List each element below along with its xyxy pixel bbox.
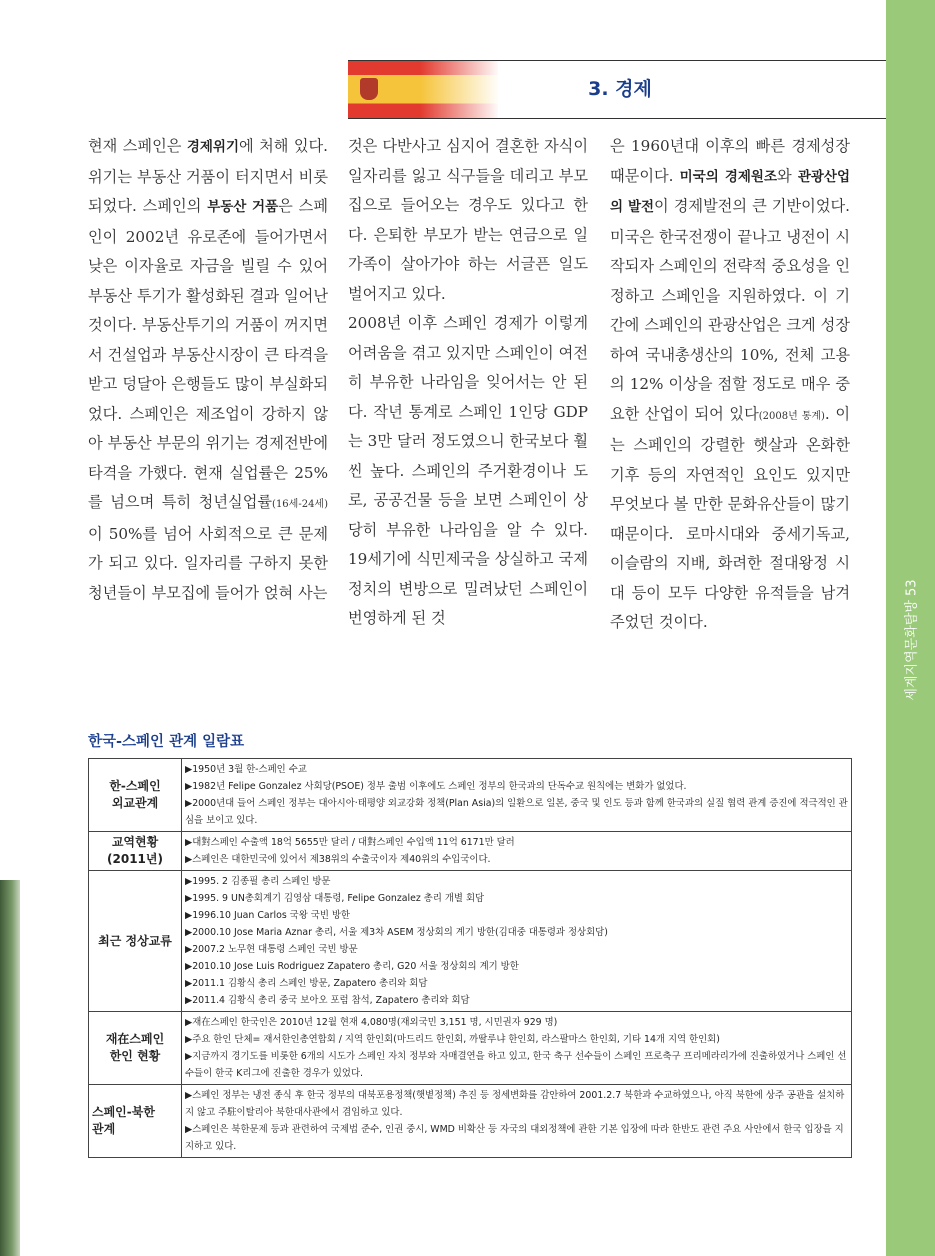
row-header	[89, 832, 182, 871]
row-content	[182, 1085, 852, 1158]
row-header	[89, 759, 182, 832]
text-column-3	[610, 132, 850, 638]
table-row	[89, 759, 852, 832]
body-text: 와	[777, 166, 798, 185]
flag-fade	[420, 61, 500, 118]
row-line: ▶1982년 Felipe Gonzalez 사회당(PSOE) 정부 출범 이후에도 스페인 정부의 한국과의 단독수교 원칙에는 변화가 없었다.	[185, 781, 687, 792]
row-header	[89, 871, 182, 1012]
column-paragraph	[88, 132, 328, 608]
table-row	[89, 871, 852, 1012]
row-line: ▶1995. 2 김종필 총리 스페인 방문	[185, 876, 331, 887]
row-line: ▶주요 한인 단체= 재서한인총연합회 / 지역 한인회(마드리드 한인회, 까딸루냐 한인회, 라스팔마스 한인회, 기타 14개 지역 한인회)	[185, 1034, 720, 1045]
table-title: 한국-스페인 관계 일람표	[88, 734, 245, 750]
row-content	[182, 871, 852, 1012]
row-header-line: 최근 정상교류	[98, 933, 172, 948]
body-text: (16세-24세)	[272, 499, 328, 510]
text-column-1	[88, 132, 328, 608]
row-header	[89, 1012, 182, 1085]
column-paragraph	[348, 132, 588, 634]
row-line: ▶스페인은 북한문제 등과 관련하여 국제법 준수, 인권 중시, WMD 비확산 등 자국의 대외정책에 관한 기본 입장에 따라 한반도 관련 주요 사안에서 한국 입장을 지지하고 있다.	[185, 1124, 844, 1152]
spain-crest-icon	[360, 78, 378, 100]
row-content	[182, 759, 852, 832]
body-text: 이 50%를 넘어 사회적으로 큰 문제가 되고 있다. 일자리를 구하지 못한 청년들이 부모집에 들어가 얹혀 사는	[88, 524, 328, 602]
row-line: ▶스페인은 대한민국에 있어서 제38위의 수출국이자 제40위의 수입국이다.	[185, 854, 491, 865]
row-line: ▶1996.10 Juan Carlos 국왕 국빈 방한	[185, 910, 350, 921]
row-content	[182, 1012, 852, 1085]
table-row	[89, 832, 852, 871]
table-row	[89, 1012, 852, 1085]
body-text: 이 경제발전의 큰 기반이었다. 미국은 한국전쟁이 끝나고 냉전이 시작되자 스페인의 전략적 중요성을 인정하고 스페인을 지원하였다. 이 기간에 스페인의 관광산업은 크게 성장하여 국내총생산의 10%, 전체 고용의 12% 이상을 점할 정도로 매우 중요한 산업이 되어 있다	[610, 197, 850, 423]
row-header-line: 관계	[92, 1122, 116, 1136]
row-line: ▶2000년대 들어 스페인 정부는 대아시아·태평양 외교강화 정책(Plan Asia)의 일환으로 일본, 중국 및 인도 등과 함께 한국과의 실질 협력 관계 증진에 적극적인 관심을 보이고 있다.	[185, 798, 848, 826]
row-header-line: 재在스페인	[105, 1032, 165, 1046]
row-line: ▶스페인 정부는 냉전 종식 후 한국 정부의 대북포용정책(햇볕정책) 추진 등 정세변화를 감안하여 2001.2.7 북한과 수교하였으나, 아직 북한에 상주 공관을 설치하지 않고 주駐이탈리아 북한대사관에서 겸임하고 있다.	[185, 1090, 845, 1118]
row-line: ▶2011.4 김황식 총리 중국 보아오 포럼 참석, Zapatero 총리와 회담	[185, 995, 470, 1006]
left-edge-photo	[0, 880, 20, 1256]
row-line: ▶2000.10 Jose Maria Aznar 총리, 서울 제3차 ASEM 정상회의 계기 방한(김대중 대통령과 정상회담)	[185, 927, 608, 938]
row-line: ▶2011.1 김황식 총리 스페인 방문, Zapatero 총리와 회담	[185, 978, 428, 989]
row-header-line: 교역현황	[111, 835, 159, 849]
emphasis-text: 경제위기	[186, 139, 240, 155]
emphasis-text: 부동산 거품	[207, 199, 279, 215]
body-text: 현재 스페인은	[88, 137, 187, 155]
sidebar-label-box	[890, 560, 930, 720]
row-line: ▶2007.2 노무현 대통령 스페인 국빈 방문	[185, 944, 358, 955]
text-column-2	[348, 132, 588, 634]
row-header-line: 한인 현황	[109, 1049, 161, 1063]
row-line: ▶지금까지 경기도를 비롯한 6개의 시도가 스페인 자치 정부와 자매결연을 하고 있고, 한국 축구 선수들이 스페인 프로축구 프리메라리가에 진출하였거나 스페인 선수들이 한국 K리그에 진출한 경우가 있었다.	[185, 1051, 847, 1079]
row-header-line: 스페인-북한	[92, 1105, 155, 1119]
row-line: ▶대對스페인 수출액 18억 5655만 달러 / 대對스페인 수입액 11억 6171만 달러	[185, 837, 515, 848]
body-text: . 이는 스페인의 강렬한 햇살과 온화한 기후 등의 자연적인 요인도 있지만 무엇보다 볼 만한 문화유산들이 많기 때문이다. 로마시대와 중세기독교, 이슬람의 지배, 화려한 절대왕정 시대 등이 모두 다양한 유적들을 남겨 주었던 것이다.	[610, 404, 850, 631]
emphasis-text: 관광산업의 발전	[610, 168, 850, 215]
row-line: ▶재在스페인 한국인은 2010년 12월 현재 4,080명(재외국민 3,151 명, 시민권자 929 명)	[185, 1017, 558, 1028]
row-content	[182, 832, 852, 871]
column-paragraph	[610, 132, 850, 638]
table-row	[89, 1085, 852, 1158]
section-title: 3. 경제	[588, 78, 652, 100]
emphasis-text: 미국의 경제원조	[679, 168, 777, 185]
body-text: 은 스페인이 2002년 유로존에 들어가면서 낮은 이자율로 자금을 빌릴 수 있어 부동산 투기가 활성화된 결과 일어난 것이다. 부동산투기의 거품이 꺼지면서 건설업과 부동산시장이 큰 타격을 받고 덩달아 은행들도 많이 부실화되었다. 스페인은 제조업이 강하지 않아 부동산 부문의 위기는 경제전반에 타격을 가했다. 현재 실업률은 25%를 넘으며 특히 청년실업률	[88, 197, 328, 511]
row-header-line: (2011년)	[107, 852, 163, 866]
body-text: 은 1960년대 이후의 빠른 경제성장 때문이다.	[610, 137, 850, 185]
row-header-line: 외교관계	[111, 796, 159, 810]
body-text: 것은 다반사고 심지어 결혼한 자식이 일자리를 잃고 식구들을 데리고 부모집으로 들어오는 경우도 있다고 한다. 은퇴한 부모가 받는 연금으로 일가족이 살아가야 하는 서글픈 일도 벌어지고 있다.	[348, 137, 588, 303]
body-text: (2008년 통계)	[758, 410, 825, 422]
row-line: ▶1995. 9 UN총회계기 김영삼 대통령, Felipe Gonzalez 총리 개별 회담	[185, 893, 485, 904]
row-line: ▶1950년 3월 한-스페인 수교	[185, 764, 307, 775]
row-line: ▶2010.10 Jose Luis Rodriguez Zapatero 총리, G20 서울 정상회의 계기 방한	[185, 961, 519, 972]
relations-table	[88, 758, 852, 1158]
body-text: 에 처해 있다. 위기는 부동산 거품이 터지면서 비롯되었다. 스페인의	[88, 137, 329, 215]
header-rule-bottom	[348, 118, 886, 119]
page-number-label: 세계지역문화탐방 53	[904, 579, 920, 701]
body-text: 2008년 이후 스페인 경제가 이렇게 어려움을 겪고 있지만 스페인이 여전히 부유한 나라임을 잊어서는 안 된다. 작년 통계로 스페인 1인당 GDP 는 3만 달러 정도였으니 한국보다 훨씬 높다. 스페인의 주거환경이나 도로, 공공건물 등을 보면 스페인이 상당히 부유한 나라임을 알 수 있다. 19세기에 식민제국을 상실하고 국제정치의 변방으로 밀려났던 스페인이 번영하게 된 것	[348, 314, 588, 627]
row-header	[89, 1085, 182, 1158]
row-header-line: 한-스페인	[109, 779, 161, 793]
